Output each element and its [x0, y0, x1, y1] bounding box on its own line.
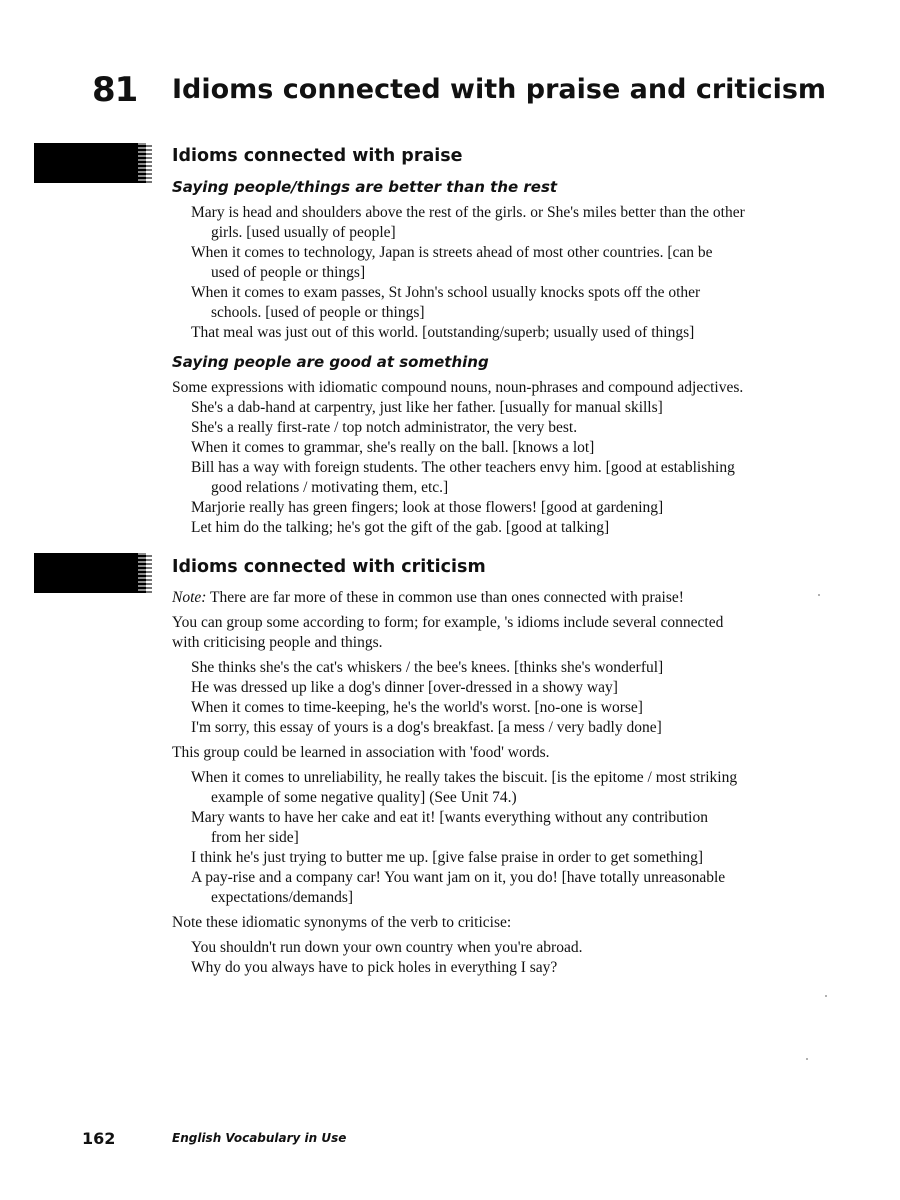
unit-title: Idioms connected with praise and criticism [172, 74, 827, 105]
example-line: from her side] [211, 829, 299, 846]
example-line: A pay-rise and a company car! You want jam on it, you do! [have totally unreasonable [191, 869, 726, 886]
section-b-tab [34, 553, 146, 593]
scan-speck [825, 995, 827, 997]
scan-speck [818, 594, 820, 596]
subheading-better-than-rest: Saying people/things are better than the rest [172, 178, 558, 196]
intro-text: Some expressions with idiomatic compound nouns, noun-phrases and compound adjectives. [172, 379, 744, 396]
example-line: She's a really first-rate / top notch administrator, the very best. [191, 419, 578, 436]
note-line [172, 588, 684, 608]
section-b-heading: Idioms connected with criticism [172, 557, 486, 577]
subheading-good-at-something: Saying people are good at something [172, 353, 489, 371]
example-line: good relations / motivating them, etc.] [211, 479, 449, 496]
example-line: expectations/demands] [211, 889, 354, 906]
example-line: example of some negative quality] (See Unit 74.) [211, 789, 517, 806]
example-line: Let him do the talking; he's got the gift of the gab. [good at talking] [191, 519, 610, 536]
example-line: You shouldn't run down your own country when you're abroad. [191, 939, 583, 956]
book-title: English Vocabulary in Use [172, 1131, 347, 1145]
note-text: There are far more of these in common use than ones connected with praise! [206, 589, 684, 606]
example-line: schools. [used of people or things] [211, 304, 425, 321]
example-line: He was dressed up like a dog's dinner [over-dressed in a showy way] [191, 679, 618, 696]
example-line: Marjorie really has green fingers; look at those flowers! [good at gardening] [191, 499, 664, 516]
example-line: girls. [used usually of people] [211, 224, 396, 241]
section-a-heading: Idioms connected with praise [172, 146, 463, 166]
example-line: Mary is head and shoulders above the rest of the girls. or She's miles better than the other [191, 204, 745, 221]
example-line: I think he's just trying to butter me up. [give false praise in order to get something] [191, 849, 704, 866]
example-line: Mary wants to have her cake and eat it! [wants everything without any contribution [191, 809, 708, 826]
example-line: When it comes to unreliability, he really takes the biscuit. [is the epitome / most striking [191, 769, 738, 786]
example-line: When it comes to time-keeping, he's the world's worst. [no-one is worse] [191, 699, 643, 716]
paragraph-line: with criticising people and things. [172, 634, 383, 651]
section-a-tab [34, 143, 146, 183]
example-line: I'm sorry, this essay of yours is a dog's breakfast. [a mess / very badly done] [191, 719, 662, 736]
example-line: Why do you always have to pick holes in everything I say? [191, 959, 558, 976]
example-line: That meal was just out of this world. [outstanding/superb; usually used of things] [191, 324, 695, 341]
example-line: Bill has a way with foreign students. The other teachers envy him. [good at establishing [191, 459, 735, 476]
example-line: She's a dab-hand at carpentry, just like her father. [usually for manual skills] [191, 399, 663, 416]
note-label: Note: [172, 589, 207, 606]
example-line: She thinks she's the cat's whiskers / the bee's knees. [thinks she's wonderful] [191, 659, 664, 676]
example-line: used of people or things] [211, 264, 366, 281]
paragraph-line: You can group some according to form; for example, 's idioms include several connected [172, 614, 724, 631]
example-line: When it comes to technology, Japan is streets ahead of most other countries. [can be [191, 244, 713, 261]
example-line: When it comes to exam passes, St John's school usually knocks spots off the other [191, 284, 701, 301]
paragraph-line: Note these idiomatic synonyms of the verb to criticise: [172, 914, 512, 931]
page-number: 162 [82, 1129, 116, 1148]
paragraph-line: This group could be learned in association with 'food' words. [172, 744, 550, 761]
unit-number: 81 [92, 70, 138, 110]
example-line: When it comes to grammar, she's really on the ball. [knows a lot] [191, 439, 595, 456]
scan-speck [806, 1058, 808, 1060]
